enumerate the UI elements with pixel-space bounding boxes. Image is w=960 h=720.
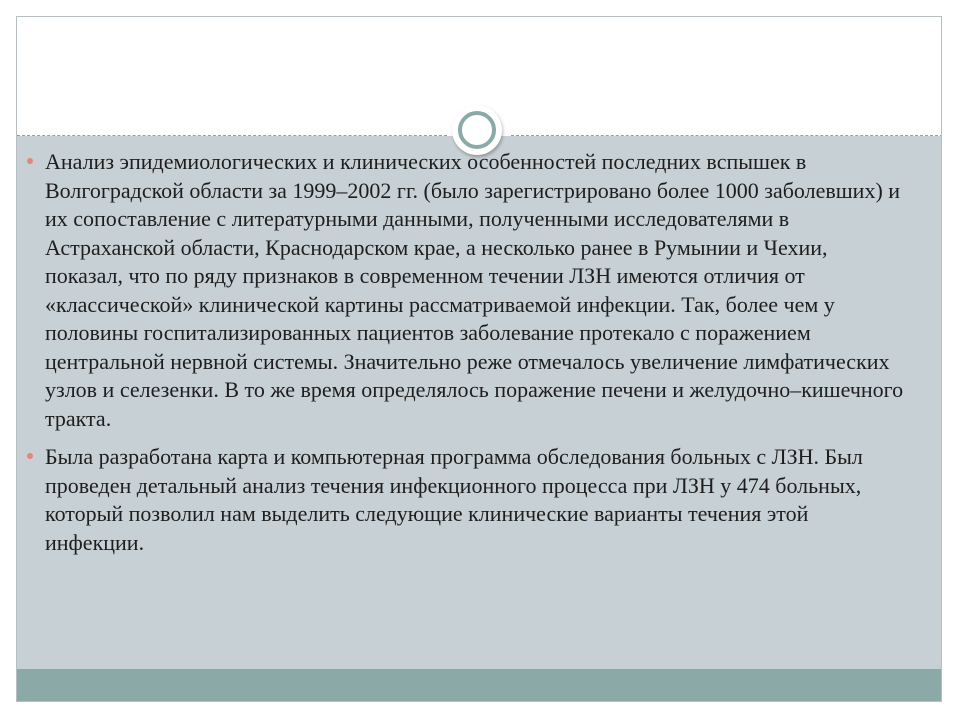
footer-band	[17, 669, 941, 701]
bullet-list	[25, 148, 905, 567]
ring-inner	[458, 111, 496, 149]
bullet-item	[25, 443, 905, 557]
bullet-dot-icon	[27, 453, 33, 459]
bullet-item	[25, 148, 905, 433]
divider-left	[17, 135, 447, 136]
bullet-text: Анализ эпидемиологических и клинических особенностей последних вспышек в Волгоградской области за 1999–2002 гг. (было зарегистрировано более 1000 заболевших) и их сопоставление с литературными данными, полученными исследователями в Астраханской области, Краснодарском крае, а несколько ранее в Румынии и Чехии, показал, что по ряду признаков в современном течении ЛЗН имеются отличия от «классической» клинической картины рассматриваемой инфекции. Так, более чем у половины госпитализированных пациентов заболевание протекало с поражением центральной нервной системы. Значительно реже отмечалось увеличение лимфатических узлов и селезенки. В то же время определялось поражение печени и желудочно–кишечного тракта.	[45, 149, 904, 431]
bullet-dot-icon	[27, 158, 33, 164]
divider-right	[511, 135, 942, 136]
bullet-text: Была разработана карта и компьютерная программа обследования больных с ЛЗН. Был проведен детальный анализ течения инфекционного процесса при ЛЗН у 474 больных, который позволил нам выделить следующие клинические варианты течения этой инфекции.	[45, 444, 863, 555]
